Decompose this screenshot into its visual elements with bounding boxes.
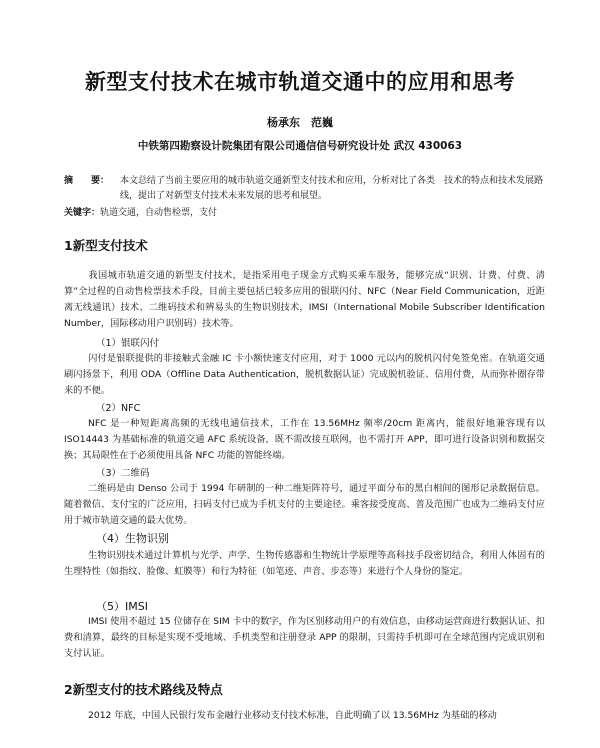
section-1-intro-text: 我国城市轨道交通的新型支付技术，是指采用电子现金方式购买乘车服务，能够完成“识别、计费、付费、清算”全过程的自动售检票技术手段，目前主要包括已较多应用的银联闪付、NFC（Near Field Communication，近距离无线通讯）技术、二维码技术和辨易头的生物识别技术，IMSI（International Mobile Subscriber Identification Number，国际移动用户识别码）技术等。: [64, 270, 545, 329]
abstract-text: 本文总结了当前主要应用的城市轨道交通新型支付技术和应用，分析对比了各类 技术的特点和技术发展路线，提出了对新型支付技术未来发展的思考和展望。: [120, 176, 544, 201]
subsection-2-text: [64, 416, 545, 464]
abstract-label: 摘 要：: [64, 176, 110, 186]
subsection-1-title: （1）银联闪付: [96, 338, 160, 349]
keywords: [64, 206, 544, 221]
subsection-1-text: [64, 351, 545, 399]
subsection-4-title: （4）生物识别: [96, 532, 169, 545]
authors: 杨承东 范巍: [267, 116, 333, 129]
subsection-5-title: （5）IMSI: [96, 600, 148, 613]
subsection-5-text: [64, 614, 545, 662]
section-1-heading: 1新型支付技术: [64, 238, 148, 253]
subsection-5-body: IMSI 使用不超过 15 位储存在 SIM 卡中的数字，作为区别移动用户的有效信息，由移动运营商进行数据认证、扣费和清算，最终的目标是实现不受地域、手机类型和注册登录 APP 的限制，只需持手机即可在全球范围内完成识别和支付认证。: [64, 616, 545, 659]
section-2-text: [64, 708, 545, 724]
affiliation: 中铁第四勘察设计院集团有限公司通信信号研究设计处 武汉 430063: [137, 140, 463, 152]
subsection-1-body: 闪付是银联提供的非接触式金融 IC 卡小额快速支付应用，对于 1000 元以内的脱机闪付免签免密。在轨道交通刷闪扬景下，利用 ODA（Offline Data Authentication，脱机数据认证）完成脱机验证、信用付费，从而弥补圈存带来的不便。: [64, 353, 545, 396]
subsection-3-title: （3）二维码: [96, 468, 150, 479]
keywords-text: 轨道交通，自动售检票，支付: [100, 208, 218, 218]
subsection-2-title: （2）NFC: [96, 403, 141, 414]
paper-title: 新型支付技术在城市轨道交通中的应用和思考: [85, 70, 515, 94]
section-2-heading: 2新型支付的技术路线及特点: [64, 682, 223, 697]
section-1-intro: [64, 268, 545, 332]
subsection-2-body: NFC 是一种短距离高频的无线电通信技术，工作在 13.56MHz 频率/20cm 距离内，能很好地兼容现有以 ISO14443 为基础标准的轨道交通 AFC 系统设备，既不需改接互联网，也不需打开 APP，即可进行设备识别和数据交换；其局限性在于必须使用具备 NFC 功能的智能终端。: [64, 418, 545, 461]
section-2-body: 2012 年底，中国人民银行发布金融行业移动支付技术标准，自此明确了以 13.56MHz 为基础的移动: [88, 710, 497, 721]
abstract: [64, 174, 544, 204]
subsection-4-body: 生物识别技术通过计算机与光学、声学、生物传感器和生物统计学原理等高科技手段密切结合，利用人体固有的生理特性（如指纹、脸像、虹膜等）和行为特征（如笔迹、声音、步态等）来进行个人身份的鉴定。: [64, 550, 545, 577]
keywords-label: 关键字：: [64, 208, 101, 218]
subsection-3-text: [64, 481, 545, 529]
subsection-4-text: [64, 548, 545, 580]
subsection-3-body: 二维码是由 Denso 公司于 1994 年研制的一种二维矩阵符号，通过平面分布的黑白相间的图形记录数据信息。随着微信、支付宝的广泛应用，扫码支付已成为手机支付的主要途径。乘客接受度高、普及范围广也成为二维码支付应用于城市轨道交通的最大优势。: [64, 483, 545, 526]
